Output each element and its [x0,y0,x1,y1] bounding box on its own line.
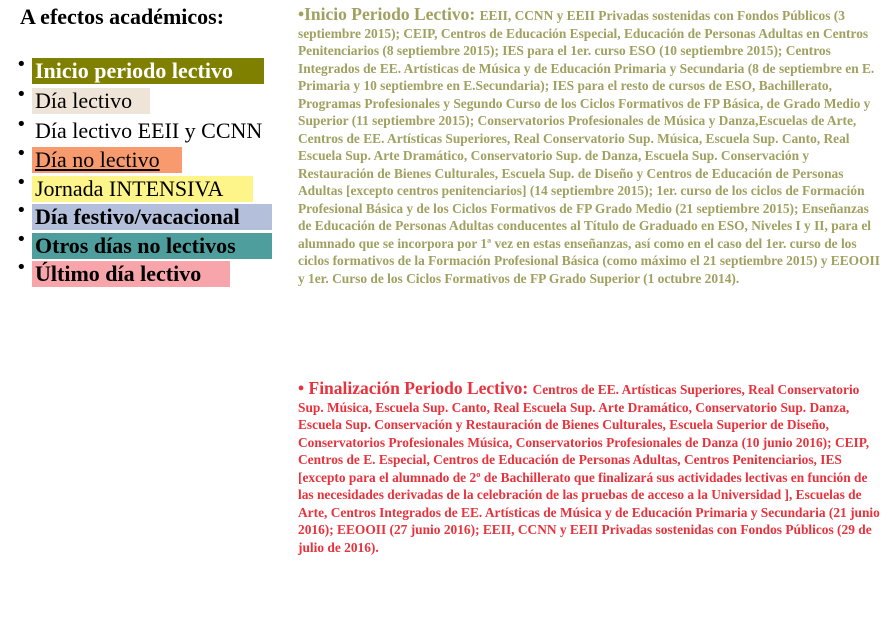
bullet-icon: • [16,257,27,278]
finalizacion-periodo-lectivo-paragraph [298,380,880,556]
bullet-icon: • [16,84,27,105]
legend-label: Inicio periodo lectivo [32,58,264,84]
inicio-periodo-lectivo-heading: •Inicio Periodo Lectivo: [298,4,480,24]
bullet-icon: • [16,54,27,75]
legend-label: Día lectivo EEII y CCNN [32,118,294,144]
inicio-periodo-lectivo-text: EEII, CCNN y EEII Privadas sostenidas con Fondos Públicos (3 septiembre 2015); CEIP, Centros de Educación Especial, Educación de Personas Adultas en Centros Penitenciarios (8 septiembre 2015); IES para el 1er. curso ESO (10 septiembre 2015); Centros Integrados de EE. Artísticas de Música y de Educación Primaria y Secundaria (8 de septiembre en E. Primaria y 10 septiembre en E.Secundaria); IES para el resto de cursos de ESO, Bachillerato, Programas Profesionales y Segundo Curso de los Ciclos Formativos de FP Básica, de Grado Medio y Superior (11 septiembre 2015); Conservatorios Profesionales de Música y Danza,Escuelas de Arte, Centros de EE. Artísticas Superiores, Real Conservatorio Sup. Música, Escuela Sup. Canto, Real Escuela Sup. Arte Dramático, Conservatorio Sup. de Danza, Escuela Sup. Conservación y Restauración de Bienes Culturales, Escuela Sup. de Diseño y Centros de Educación de Personas Adultas [excepto centros penitenciarios] (14 septiembre 2015); 1er. curso de los ciclos de Formación Profesional Básica y de los Ciclos Formativos de FP Grado Medio (21 septiembre 2015); Enseñanzas de Educación de Personas Adultas conducentes al Título de Graduado en ESO, Niveles I y II, para el alumnado que se incorpora por 1ª vez en estas enseñanzas, así como en el caso del 1er. curso de los ciclos formativos de la Formación Profesional Básica (como máximo el 21 septiembre 2015) y EEOOII y 1er. Curso de los Ciclos Formativos de FP Grado Superior (1 octubre 2014). [298,8,880,286]
finalizacion-periodo-lectivo-heading: • Finalización Periodo Lectivo: [298,378,533,398]
bullet-icon: • [16,114,27,135]
bullet-icon: • [16,200,27,221]
finalizacion-periodo-lectivo-text: Centros de EE. Artísticas Superiores, Real Conservatorio Sup. Música, Escuela Sup. Canto, Real Escuela Sup. Arte Dramático, Conservatorio Sup. Danza, Escuela Sup. Conservación y Restauración de Bienes Culturales, Escuela Superior de Diseño, Conservatorios Profesionales Música, Conservatorios Profesionales de Danza (10 junio 2016); CEIP, Centros de E. Especial, Centros de Educación de Personas Adultas, Centros Penitenciarios, IES [excepto para el alumnado de 2º de Bachillerato que finalizará sus actividades lectivas en función de las necesidades derivadas de la celebración de las pruebas de acceso a la Universidad ], Escuelas de Arte, Centros Integrados de EE. Artísticas de Música y de Educación Primaria y Secundaria (21 junio 2016); EEOOII (27 junio 2016); EEII, CCNN y EEII Privadas sostenidas con Fondos Públicos (29 de julio de 2016). [298,382,880,555]
legend-label: Día festivo/vacacional [32,204,272,230]
legend-label: Día lectivo [32,88,150,114]
bullet-icon: • [16,229,27,250]
legend-label: Último día lectivo [32,261,230,287]
legend-label: Otros días no lectivos [32,233,272,259]
inicio-periodo-lectivo-paragraph [298,6,880,287]
bullet-icon: • [16,172,27,193]
bullet-icon: • [16,143,27,164]
legend-label: Jornada INTENSIVA [32,176,253,202]
legend-title: A efectos académicos: [20,4,225,29]
legend-label: Día no lectivo [32,147,182,173]
